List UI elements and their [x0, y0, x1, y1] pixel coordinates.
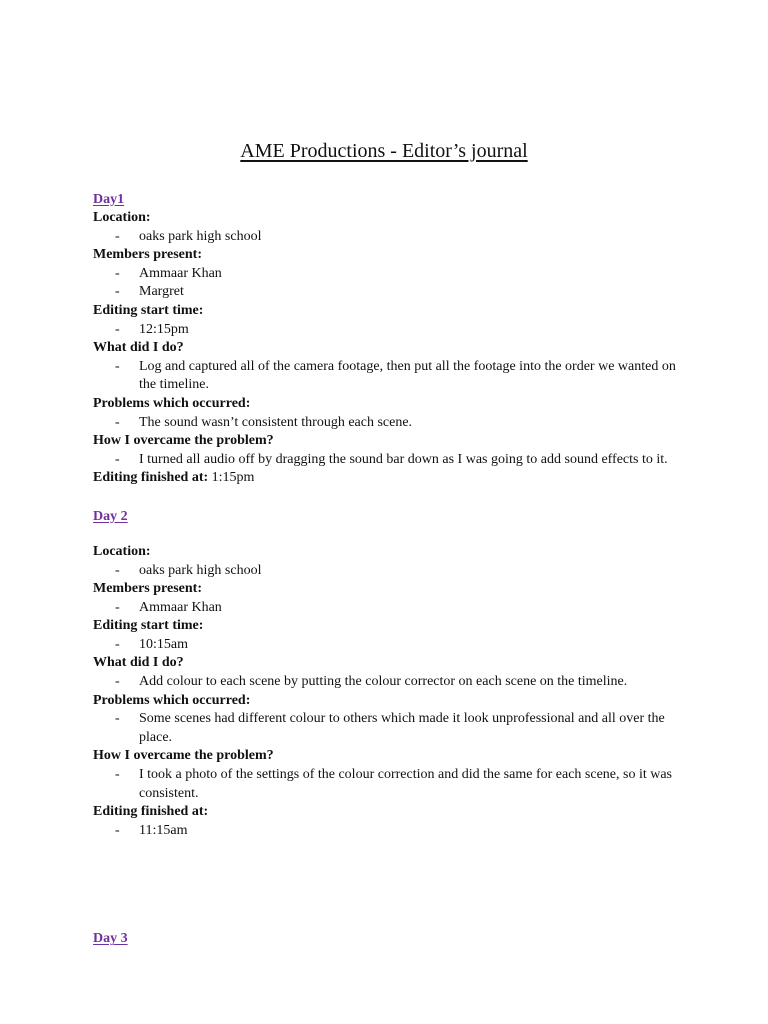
- what-did-i-do-label: What did I do?: [93, 655, 184, 671]
- finished-row: [93, 469, 693, 488]
- members-label: Members present:: [93, 247, 202, 263]
- members-list: [93, 265, 693, 302]
- finished-value: 1:15pm: [211, 470, 255, 486]
- problems-label: Problems which occurred:: [93, 395, 251, 411]
- list-item: [93, 414, 693, 433]
- what-did-i-do-value: Add colour to each scene by putting the colour corrector on each scene on the timeline.: [139, 674, 628, 690]
- problems-value: The sound wasn’t consistent through each scene.: [139, 414, 413, 430]
- dash-bullet: -: [115, 599, 120, 615]
- list-item: [93, 673, 693, 692]
- location-value: oaks park high school: [139, 562, 262, 578]
- start-time-value: 12:15pm: [139, 321, 189, 337]
- location-value: oaks park high school: [139, 228, 262, 244]
- day-3-heading[interactable]: Day 3: [93, 931, 128, 947]
- what-did-i-do-label: What did I do?: [93, 340, 184, 356]
- dash-bullet: -: [115, 414, 120, 430]
- start-time-label: Editing start time:: [93, 618, 204, 634]
- finished-label: Editing finished at:: [93, 470, 209, 486]
- list-item: [93, 636, 693, 655]
- day-2-section: [93, 507, 693, 841]
- overcame-label: How I overcame the problem?: [93, 433, 274, 449]
- list-item: [93, 562, 693, 581]
- dash-bullet: -: [115, 358, 120, 374]
- dash-bullet: -: [115, 767, 120, 783]
- members-list: [93, 599, 693, 618]
- day-1-section: [93, 190, 693, 488]
- list-item: [93, 358, 693, 395]
- overcame-value: I turned all audio off by dragging the sound bar down as I was going to add sound effects to it.: [139, 451, 668, 467]
- list-item: [93, 265, 693, 284]
- overcame-label: How I overcame the problem?: [93, 748, 274, 764]
- member-name: Margret: [139, 284, 184, 300]
- day-2-heading[interactable]: Day 2: [93, 508, 128, 524]
- list-item: [93, 710, 693, 747]
- list-item: [93, 599, 693, 618]
- dash-bullet: -: [115, 321, 120, 337]
- problems-label: Problems which occurred:: [93, 692, 251, 708]
- member-name: Ammaar Khan: [139, 265, 222, 281]
- dash-bullet: -: [115, 451, 120, 467]
- day-3-section: [93, 929, 693, 948]
- problems-list: [93, 414, 693, 433]
- list-item: [93, 822, 693, 841]
- start-time-list: [93, 321, 693, 340]
- list-item: [93, 228, 693, 247]
- list-item: [93, 766, 693, 803]
- dash-bullet: -: [115, 284, 120, 300]
- dash-bullet: -: [115, 265, 120, 281]
- problems-list: [93, 710, 693, 747]
- day-1-heading[interactable]: Day1: [93, 192, 125, 207]
- list-item: [93, 283, 693, 302]
- dash-bullet: -: [115, 228, 120, 244]
- section-spacer: [93, 859, 693, 929]
- finished-value: 11:15am: [139, 822, 188, 838]
- overcame-value: I took a photo of the settings of the colour correction and did the same for each scene, so it was consistent.: [139, 767, 673, 801]
- dash-bullet: -: [115, 822, 120, 838]
- problems-value: Some scenes had different colour to others which made it look unprofessional and all over the place.: [139, 711, 665, 745]
- members-label: Members present:: [93, 581, 202, 597]
- finished-list: [93, 822, 693, 841]
- dash-bullet: -: [115, 562, 120, 578]
- location-label: Location:: [93, 210, 151, 225]
- list-item: [93, 321, 693, 340]
- location-list: [93, 228, 693, 247]
- overcame-list: [93, 451, 693, 470]
- what-did-i-do-list: [93, 673, 693, 692]
- document-title: AME Productions - Editor’s journal: [240, 140, 528, 162]
- what-did-i-do-list: [93, 358, 693, 395]
- start-time-list: [93, 636, 693, 655]
- journal-content: [93, 190, 693, 948]
- location-list: [93, 562, 693, 581]
- start-time-label: Editing start time:: [93, 302, 204, 318]
- list-item: [93, 451, 693, 470]
- member-name: Ammaar Khan: [139, 599, 222, 615]
- location-label: Location:: [93, 543, 151, 559]
- what-did-i-do-value: Log and captured all of the camera footage, then put all the footage into the order we wanted on the timeline.: [139, 358, 676, 393]
- dash-bullet: -: [115, 674, 120, 690]
- dash-bullet: -: [115, 711, 120, 727]
- dash-bullet: -: [115, 636, 120, 652]
- start-time-value: 10:15am: [139, 636, 188, 652]
- finished-label: Editing finished at:: [93, 804, 209, 820]
- overcame-list: [93, 766, 693, 803]
